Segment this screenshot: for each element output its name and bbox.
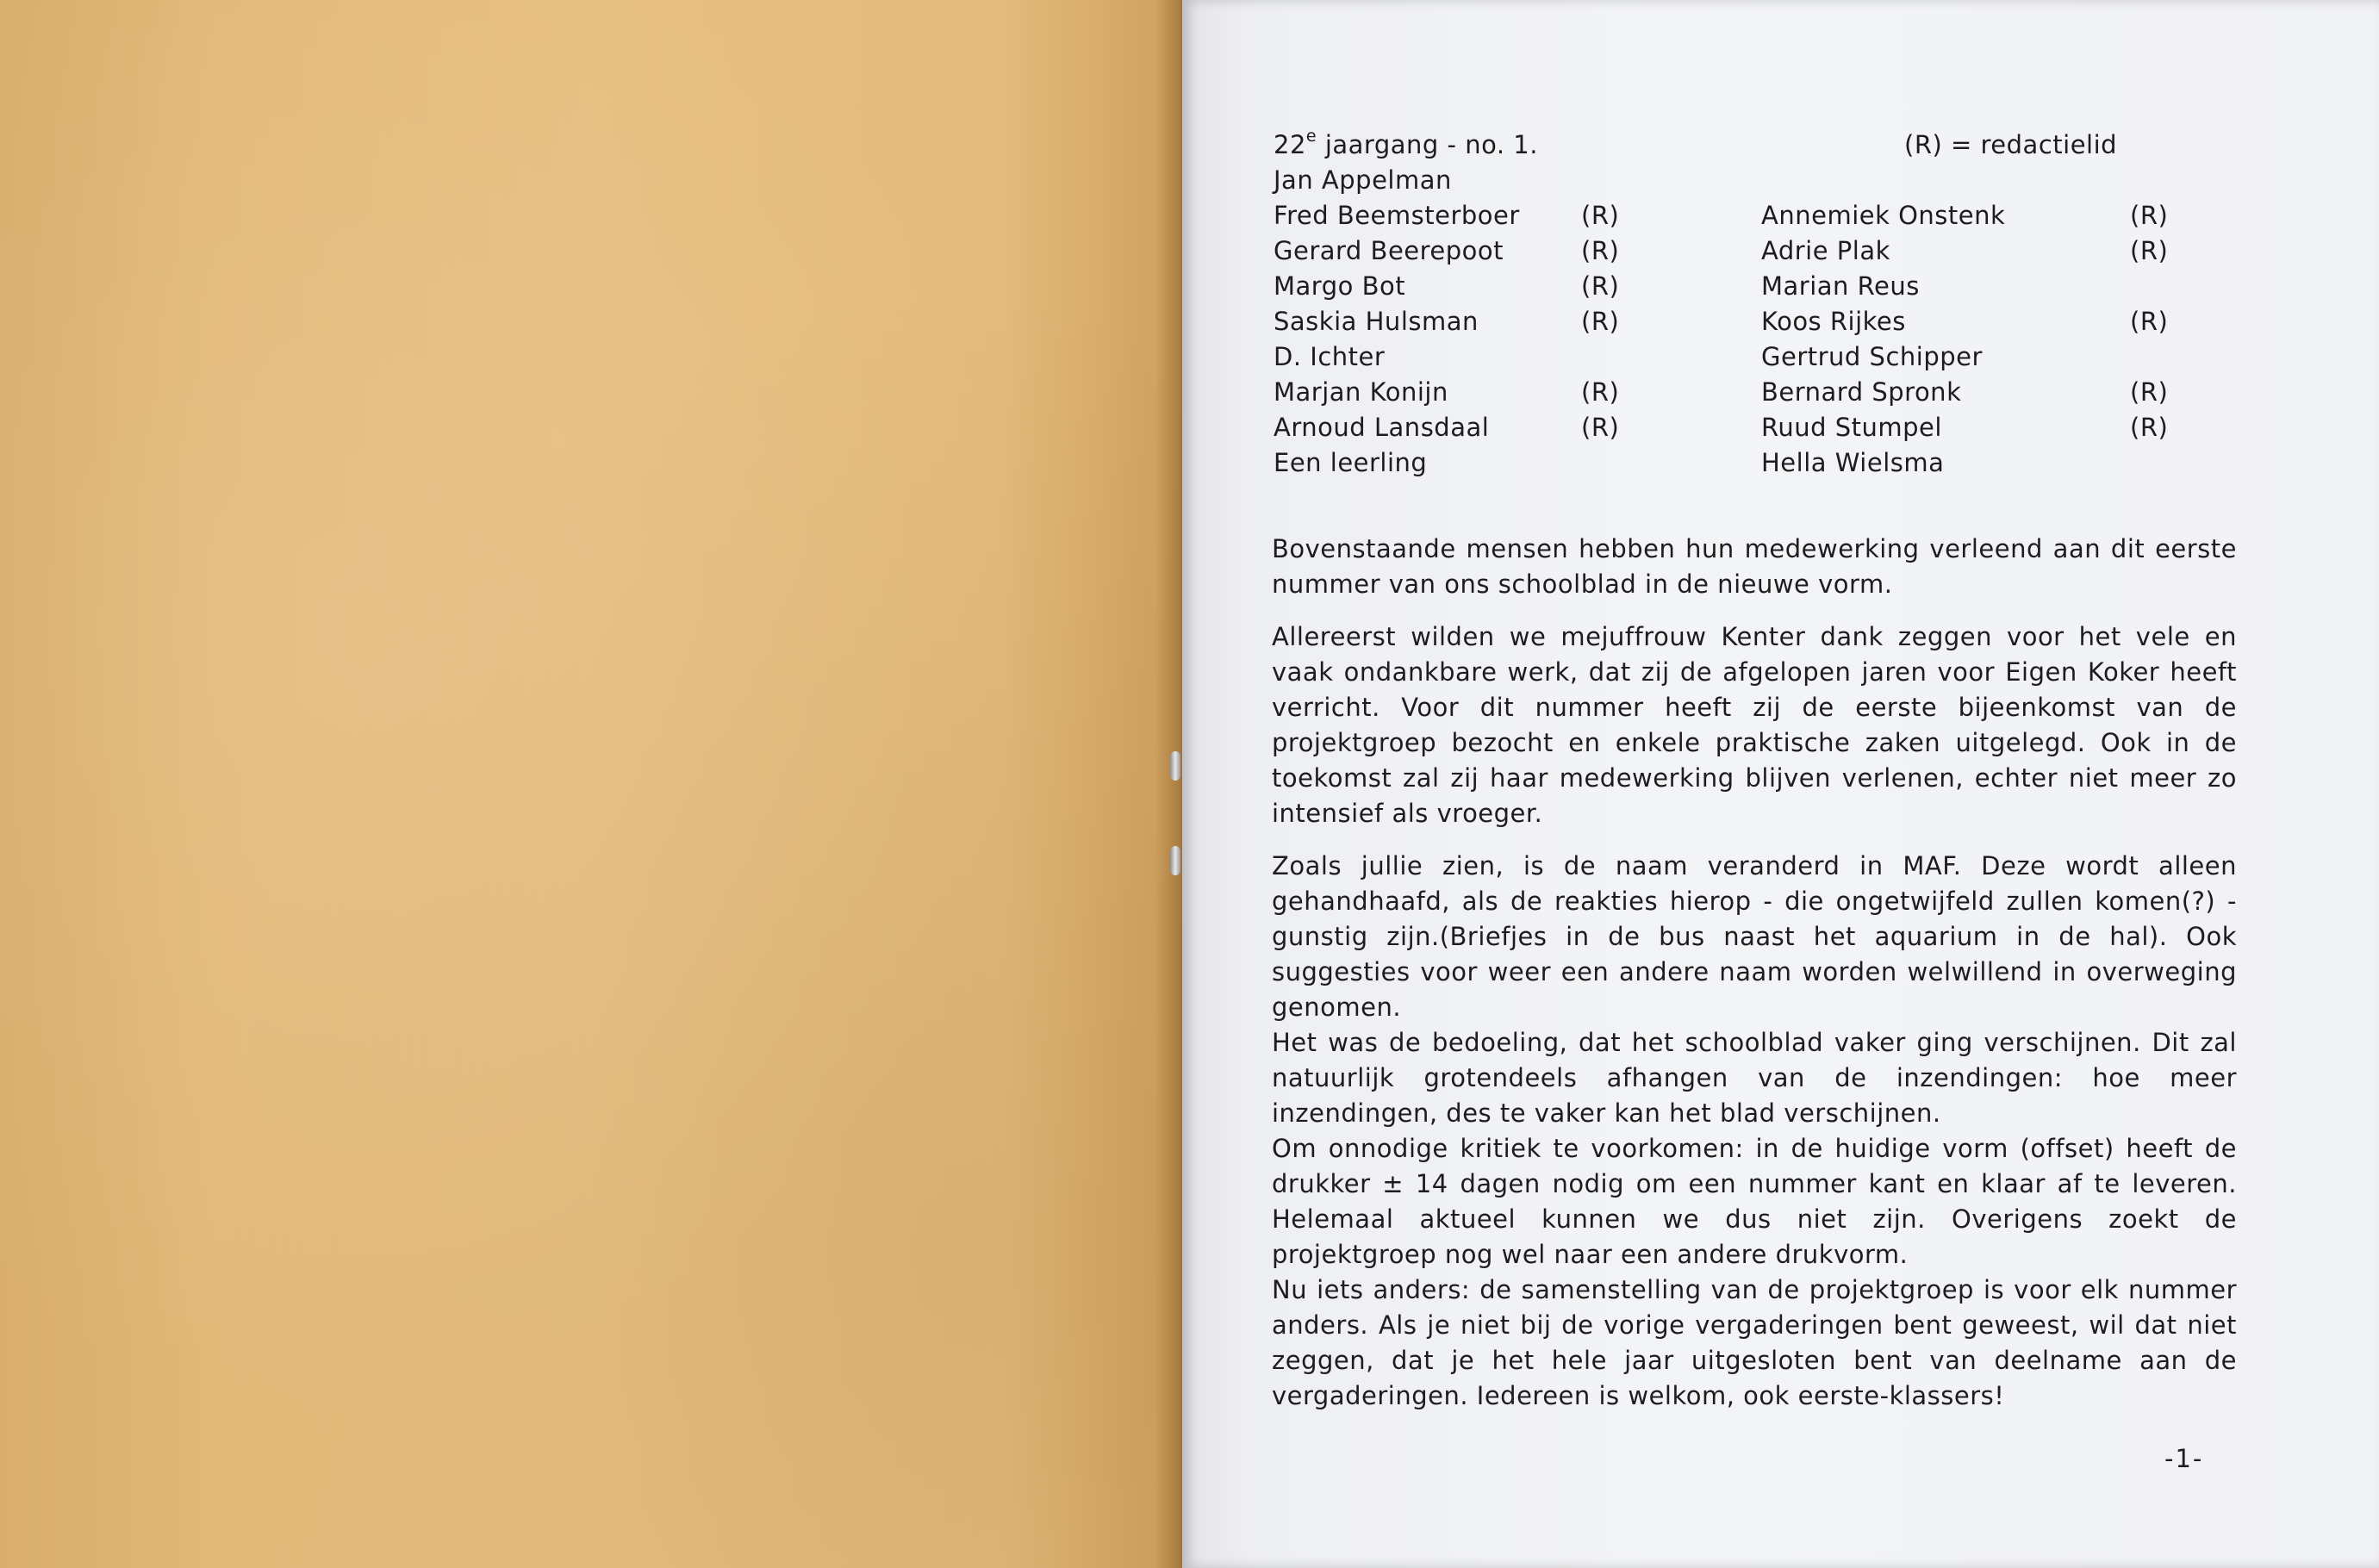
- issue-header: [1272, 128, 2237, 163]
- editor-mark: (R): [1581, 377, 1620, 407]
- roster-row: [1274, 233, 1756, 269]
- contributor-name: Een leerling: [1274, 448, 1428, 477]
- paragraph-frequency: Het was de bedoeling, dat het schoolblad vaker ging verschijnen. Dit zal natuurlijk grotendeels afhangen van de inzendingen: hoe meer inzendingen, des te vaker kan het blad verschijnen.: [1272, 1028, 2237, 1128]
- roster-row: [1274, 445, 1756, 481]
- editor-mark: (R): [2130, 201, 2169, 230]
- roster-column-left: [1274, 163, 1756, 481]
- contributor-name: Arnoud Lansdaal: [1274, 413, 1490, 442]
- contributor-name: Adrie Plak: [1761, 236, 1890, 265]
- editor-mark: (R): [1581, 271, 1620, 301]
- page-number: -1-: [2164, 1444, 2204, 1473]
- contributor-name: Saskia Hulsman: [1274, 307, 1479, 336]
- issue-volume-text: jaargang - no. 1.: [1317, 130, 1538, 159]
- contributor-name: Jan Appelman: [1274, 165, 1452, 195]
- spacer: [1272, 602, 2237, 619]
- paragraph-group: Nu iets anders: de samenstelling van de projektgroep is voor elk nummer anders. Als je niet bij de vorige vergaderingen bent geweest, wil dat niet zeggen, dat je het hele jaar uitgesloten bent van deelname aan de vergaderingen. Iedereen is welkom, ook eerste-klassers!: [1272, 1275, 2237, 1410]
- editor-mark: (R): [1581, 236, 1620, 265]
- paragraph-name-change: Zoals jullie zien, is de naam veranderd in MAF. Deze wordt alleen gehandhaafd, als de reakties hierop - die ongetwijfeld zullen komen(?) - gunstig zijn.(Briefjes in de bus naast het aquarium in de hal). Ook suggesties voor weer een andere naam worden welwillend in overweging genomen.: [1272, 851, 2237, 1022]
- paragraph-intro: Bovenstaande mensen hebben hun medewerking verleend aan dit eerste nummer van ons schoolblad in de nieuwe vorm.: [1272, 534, 2237, 599]
- issue-number: 22: [1274, 130, 1306, 159]
- contributor-name: Marjan Konijn: [1274, 377, 1448, 407]
- editor-mark: (R): [1581, 201, 1620, 230]
- roster-row: [1761, 233, 2244, 269]
- roster-row: [1761, 445, 2244, 481]
- roster-row: [1274, 375, 1756, 410]
- roster-row: [1274, 410, 1756, 445]
- roster-column-right: [1761, 198, 2244, 481]
- contributor-roster: [1272, 163, 2237, 516]
- issue-superscript: e: [1305, 127, 1317, 146]
- contributor-name: Fred Beemsterboer: [1274, 201, 1520, 230]
- roster-row: [1761, 339, 2244, 375]
- contributor-name: Gerard Beerepoot: [1274, 236, 1504, 265]
- contributor-name: Koos Rijkes: [1761, 307, 1906, 336]
- contributor-name: Ruud Stumpel: [1761, 413, 1942, 442]
- spacer: [1272, 831, 2237, 849]
- roster-row: [1274, 304, 1756, 339]
- roster-row: [1761, 375, 2244, 410]
- roster-row: [1274, 269, 1756, 304]
- spacer: [1272, 516, 2237, 532]
- left-page-blank-cover: [0, 0, 1182, 1568]
- editor-mark: (R): [2130, 377, 2169, 407]
- contributor-name: Bernard Spronk: [1761, 377, 1962, 407]
- staple-bottom: [1170, 846, 1180, 875]
- editor-legend: (R) = redactielid: [1904, 130, 2118, 159]
- editor-mark: (R): [2130, 307, 2169, 336]
- roster-row: [1761, 304, 2244, 339]
- editor-mark: (R): [1581, 413, 1620, 442]
- roster-row: [1274, 198, 1756, 233]
- paragraph-thanks: Allereerst wilden we mejuffrouw Kenter dank zeggen voor het vele en vaak ondankbare werk, dat zij de afgelopen jaren voor Eigen Koker heeft verricht. Voor dit nummer heeft zij de eerste bijeenkomst van de projektgroep bezocht en enkele praktische zaken uitgelegd. Ook in de toekomst zal zij haar medewerking blijven verlenen, echter niet meer zo intensief als vroeger.: [1272, 622, 2237, 828]
- roster-row: [1274, 163, 1756, 198]
- staple-top: [1170, 751, 1180, 781]
- contributor-name: Annemiek Onstenk: [1761, 201, 2006, 230]
- roster-row: [1761, 198, 2244, 233]
- editor-mark: (R): [1581, 307, 1620, 336]
- page-content: [1272, 128, 2237, 1414]
- contributor-name: Hella Wielsma: [1761, 448, 1945, 477]
- editor-mark: (R): [2130, 413, 2169, 442]
- contributor-name: Margo Bot: [1274, 271, 1406, 301]
- editor-mark: (R): [2130, 236, 2169, 265]
- contributor-name: D. Ichter: [1274, 342, 1386, 371]
- issue-label: [1274, 128, 1538, 163]
- roster-row: [1761, 410, 2244, 445]
- contributor-name: Marian Reus: [1761, 271, 1920, 301]
- paragraph-printing: Om onnodige kritiek te voorkomen: in de huidige vorm (offset) heeft de drukker ± 14 dagen nodig om een nummer kant en klaar af te leveren. Helemaal aktueel kunnen we dus niet zijn. Overigens zoekt de projektgroep nog wel naar een andere drukvorm.: [1272, 1134, 2237, 1269]
- roster-row: [1761, 269, 2244, 304]
- contributor-name: Gertrud Schipper: [1761, 342, 1983, 371]
- roster-row: [1274, 339, 1756, 375]
